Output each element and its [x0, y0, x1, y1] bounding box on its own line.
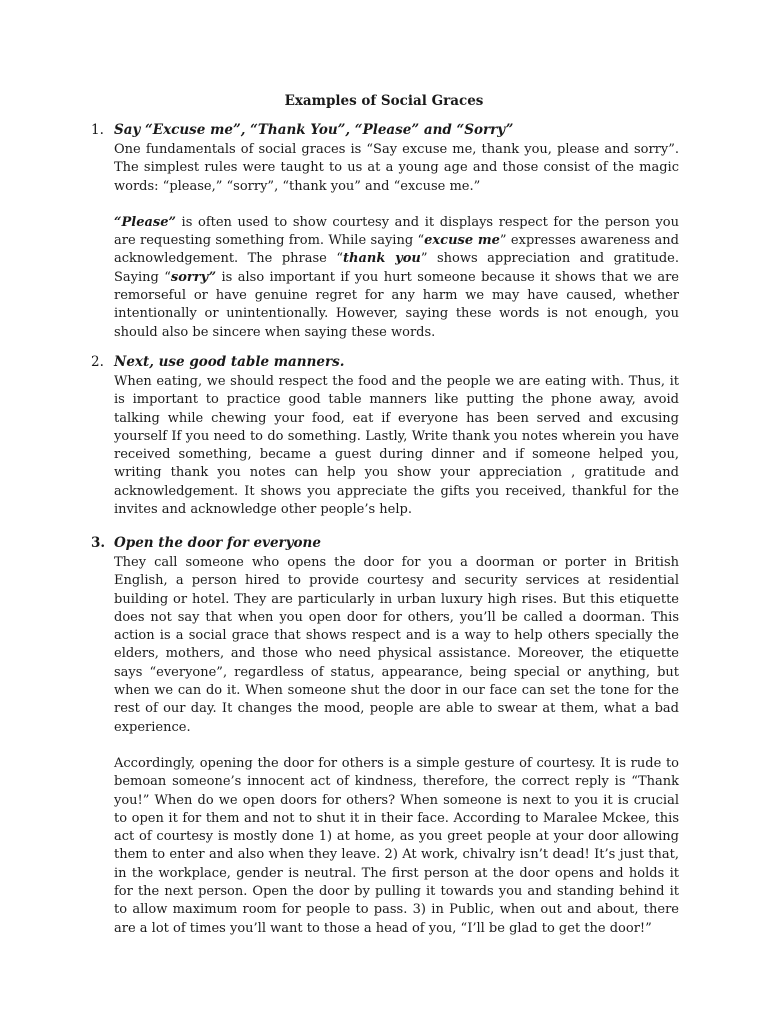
section-number: 1. [91, 122, 104, 138]
section-3-heading [91, 535, 679, 554]
emphasis-thank-you: thank you [342, 251, 421, 267]
paragraph: “Please” is often used to show courtesy and it displays respect for the person you are requesting something from. While saying “excuse me” expresses awareness and acknowledgement. The phrase “thank you” shows appreciation and gratitude. Saying “sorry” is also important if you hurt someone because it shows that we are remorseful or have genuine regret for any harm we may have caused, whether intentionally or unintentionally. However, saying these words is not enough, you should also be sincere when saying these words. [114, 214, 679, 340]
section-2 [91, 354, 679, 519]
document-title: Examples of Social Graces [284, 93, 484, 109]
section-number: 2. [91, 354, 104, 370]
section-1-body [114, 141, 679, 342]
emphasis-please: “Please” [114, 214, 176, 230]
section-heading-text: Next, use good table manners. [114, 354, 345, 370]
paragraph: They call someone who opens the door for you a doorman or porter in British English, a person hired to provide courtesy and security services at residential building or hotel. They are particularly in urban luxury high rises. But this etiquette does not say that when you open door for others, you’ll be called a doorman. This action is a social grace that shows respect and is a way to help others specially the elders, mothers, and those who need physical assistance. Moreover, the etiquette says “everyone”, regardless of status, appearance, being special or anything, but when we can do it. When someone shut the door in our face can set the tone for the rest of our day. It changes the mood, people are able to swear at them, what a bad experience. [114, 555, 679, 735]
section-2-body [114, 373, 679, 519]
section-1 [91, 122, 679, 342]
paragraph: When eating, we should respect the food and the people we are eating with. Thus, it is important to practice good table manners like putting the phone away, avoid talking while chewing your food, eat if everyone has been served and excusing yourself If you need to do something. Lastly, Write thank you notes wherein you have received something, became a guest during dinner and if someone helped you, writing thank you notes can help you show your appreciation , gratitude and acknowledgement. It shows you appreciate the gifts you received, thankful for the invites and acknowledge other people’s help. [114, 374, 679, 518]
section-1-heading [91, 122, 679, 141]
emphasis-sorry: sorry” [170, 269, 217, 285]
section-3 [91, 535, 679, 938]
emphasis-excuse-me: excuse me [424, 233, 500, 249]
paragraph: Accordingly, opening the door for others is a simple gesture of courtesy. It is rude to bemoan someone’s innocent act of kindness, therefore, the correct reply is “Thank you!” When do we open doors for others? When someone is next to you it is crucial to open it for them and not to shut it in their face. According to Maralee Mckee, this act of courtesy is mostly done 1) at home, as you greet people at your door allowing them to enter and also when they leave. 2) At work, chivalry isn’t dead! It’s just that, in the workplace, gender is neutral. The first person at the door opens and holds it for the next person. Open the door by pulling it towards you and standing behind it to allow maximum room for people to pass. 3) in Public, when out and about, there are a lot of times you’ll want to those a head of you, “I’ll be glad to get the door!” [114, 755, 679, 936]
section-heading-text: Say “Excuse me”, “Thank You”, “Please” and “Sorry” [114, 122, 514, 138]
section-heading-text: Open the door for everyone [114, 535, 321, 551]
paragraph: One fundamentals of social graces is “Say excuse me, thank you, please and sorry”. The simplest rules were taught to us at a young age and those consist of the magic words: “please,” “sorry”, “thank you” and “excuse me.” [114, 142, 679, 194]
section-3-body [114, 554, 679, 938]
section-2-heading [91, 354, 679, 373]
section-number: 3. [91, 535, 106, 551]
